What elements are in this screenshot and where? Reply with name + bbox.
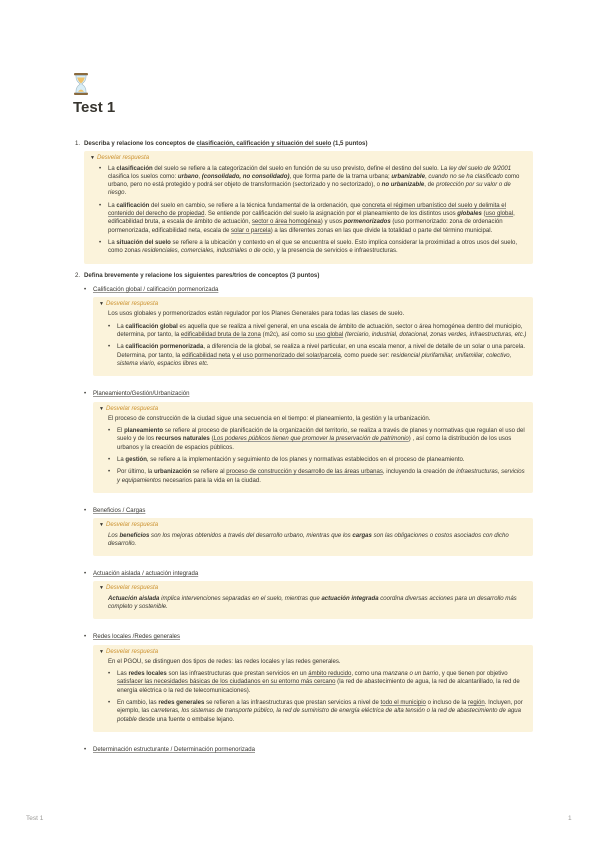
question-text: Defina brevemente y relacione los siguientes pares/tríos de conceptos (3 puntos) [84, 271, 320, 279]
answer-paragraph: Actuación aislada implica intervenciones separadas en el suelo, mientras que actuación integrada coordina diversas acciones para un desarrollo más completo y sostenible. [108, 595, 517, 610]
subitem-heading: • Determinación estructurante / Determinación pormenorizada [84, 746, 533, 754]
answer-toggle[interactable] [93, 297, 533, 376]
answer-toggle[interactable] [93, 402, 533, 493]
answer-bullet: • La calificación global es aquella que se realiza a nivel general, en una escala de ámbito de actuación, sector o área homogénea dentro del municipio, determina, por tanto, la edificabilidad bruta de la zona (m2c), así como su uso global (terciario, industrial, dotacional, zonas verdes, infraestructuras, etc.) [99, 323, 527, 340]
toggle-header[interactable] [99, 300, 527, 308]
answer-toggle[interactable] [93, 518, 533, 556]
answer-bullet: • Por último, la urbanización se refiere al proceso de construcción y desarrollo de las áreas urbanas, incluyendo la creación de infraestructuras, servicios y equipamientos necesarios para la vida en la ciudad. [99, 468, 527, 485]
answer-paragraph: En el PGOU, se distinguen dos tipos de redes: las redes locales y las redes generales. [108, 658, 341, 665]
toggle-header[interactable] [99, 521, 527, 529]
triangle-down-icon: ▼ [99, 405, 104, 412]
subitem-heading: • Planeamiento/Gestión/Urbanización [84, 390, 533, 398]
toggle-header[interactable] [90, 154, 527, 162]
hourglass-icon [73, 73, 89, 95]
subitem-heading: • Redes locales /Redes generales [84, 633, 533, 641]
answer-toggle[interactable] [84, 151, 533, 263]
triangle-down-icon: ▼ [99, 648, 104, 655]
question-number: 1. [75, 140, 81, 147]
triangle-down-icon: ▼ [99, 301, 104, 308]
toggle-label: Desvelar respuesta [106, 522, 159, 529]
question-1 [75, 140, 533, 148]
subitem-heading: • Actuación aislada / actuación integrada [84, 570, 533, 578]
answer-bullet: • La calificación pormenorizada, a diferencia de la global, se realiza a nivel particular, en una escala menor, a nivel de detalle de un solar o una parcela. Determina, por tanto, la edificabilidad neta y el uso pormenorizado del solar/parcela, como puede ser: residencial plurifamiliar, unifamiliar, colectivo, sistema viario, espacios libres etc. [99, 343, 527, 368]
answer-bullet: • Las redes locales son las infraestructuras que prestan servicios en un ámbito reducido, como una manzana o un barrio, y que tienen por objetivo satisfacer las necesidades básicas de los ciudadanos en su entorno más cercano (la red de abastecimiento de agua, la red de alcantarillado, la red de energía eléctrica o la red de telecomunicaciones). [99, 670, 527, 695]
answer-toggle[interactable] [93, 581, 533, 619]
answer-bullet: • En cambio, las redes generales se refieren a las infraestructuras que prestan servicios a nivel de todo el municipio o incluso de la región. Incluyen, por ejemplo, las carreteras, los sistemas de transporte público, la red de suministro de energía eléctrica de alta tensión o la red de abastecimiento de agua potable desde una fuente o embalse lejano. [99, 699, 527, 724]
answer-bullet: • La gestión, se refiere a la implementación y seguimiento de los planes y normativas establecidos en el proceso de planeamiento. [99, 456, 527, 464]
footer-title: Test 1 [26, 815, 44, 822]
toggle-label: Desvelar respuesta [106, 301, 159, 308]
question-2 [75, 272, 533, 280]
page-title: Test 1 [73, 99, 116, 116]
toggle-header[interactable] [99, 648, 527, 656]
answer-paragraph: Los beneficios son los mejoras obtenidos a través del desarrollo urbano, mientras que los cargas son las obligaciones o costos asociados con dicho desarrollo. [108, 532, 509, 547]
toggle-label: Desvelar respuesta [106, 648, 159, 655]
question-link[interactable]: clasificación, calificación y situación del suelo [196, 140, 332, 147]
subitem-heading: • Beneficios / Cargas [84, 507, 533, 515]
page-number: 1 [568, 815, 572, 822]
triangle-down-icon: ▼ [99, 522, 104, 529]
subitem-heading: • Calificación global / calificación pormenorizada [84, 286, 533, 294]
toggle-label: Desvelar respuesta [97, 155, 150, 162]
answer-bullet: • El planeamiento se refiere al proceso de planificación de la organización del territorio, se realiza a través de planes y normativas que regulan el uso del suelo y de los recursos naturales (Los poderes públicos tienen que promover la preservación de patrimonio) , así como la distribución de los usos urbanos y la creación de espacios públicos. [99, 427, 527, 452]
question-2-items [84, 286, 533, 754]
triangle-down-icon: ▼ [90, 155, 95, 162]
answer-toggle[interactable] [93, 645, 533, 732]
question-text: Describa y relacione los conceptos de [84, 140, 197, 147]
answer-bullet: • La calificación del suelo en cambio, se refiere a la técnica fundamental de la ordenación, que concreta el régimen urbanístico del suelo y delimita el contenido del derecho de propiedad. Se entiende por calificación del suelo la asignación por el planeamiento de los distintos usos globales (uso global, edificabilidad bruta, a escala de ámbito de actuación, sector o área homogénea) y usos pormenorizados (uso pormenorizado: zona de ordenación pormenorizada, edificabilidad neta, escala de solar o parcela) a las diferentes zonas en las que divide la totalidad o parte del término municipal. [90, 202, 527, 235]
answer-paragraph: Los usos globales y pormenorizados están regulador por los Planes Generales para todas las clases de suelo. [108, 311, 405, 318]
toggle-header[interactable] [99, 584, 527, 592]
question-number: 2. [75, 271, 81, 279]
answer-bullet: • La clasificación del suelo se refiere a la categorización del suelo en función de su uso previsto, define el destino del suelo. La ley del suelo de 9/2001 clasifica los suelos como: urbano, (consolidado, no consolidado), que forma parte de la trama urbana; urbanizable, cuando no se ha clasificado como urbano, pero no está protegido y podrá ser objeto de transformación (sectorizado y no sectorizado), o no urbanizable, de protección por su valor o de riesgo. [90, 165, 527, 198]
triangle-down-icon: ▼ [99, 585, 104, 592]
answer-bullet: • La situación del suelo se refiere a la ubicación y contexto en el que se encuentra el suelo. Esto implica considerar la proximidad a otros usos del suelo, como zonas residenciales, comerciales, industriales o de ocio, y la presencia de servicios e infraestructuras. [90, 239, 527, 256]
toggle-header[interactable] [99, 405, 527, 413]
question-text: (1,5 puntos) [331, 140, 368, 147]
document-body [75, 140, 533, 756]
toggle-label: Desvelar respuesta [106, 405, 159, 412]
toggle-label: Desvelar respuesta [106, 585, 159, 592]
answer-paragraph: El proceso de construcción de la ciudad sigue una secuencia en el tiempo: el planeamiento, la gestión y la urbanización. [108, 415, 431, 422]
